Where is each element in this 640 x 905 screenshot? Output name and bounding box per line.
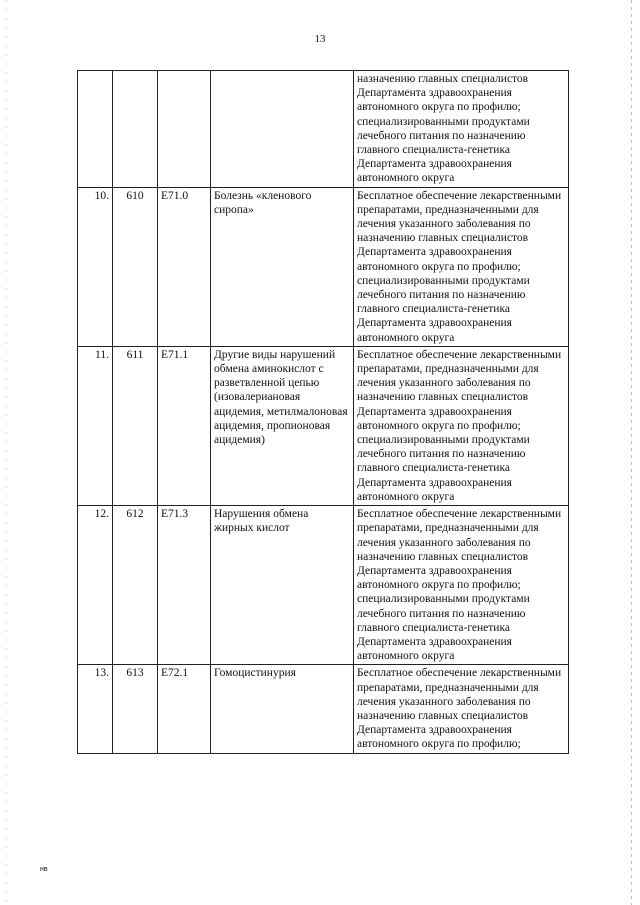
row-description: Бесплатное обеспечение лекарственными препаратами, предназначенными для лечения указанного заболевания по назначению главных специалистов Департамента здравоохранения автономного округа по профилю; [354,665,569,753]
document-table [77,70,569,754]
row-description: Бесплатное обеспечение лекарственными препаратами, предназначенными для лечения указанного заболевания по назначению главных специалистов Департамента здравоохранения автономного округа по профилю; специализированными продуктами лечебного питания по назначению главного специалиста-генетика Департамента здравоохранения автономного округа [354,187,569,346]
row-description: Бесплатное обеспечение лекарственными препаратами, предназначенными для лечения указанного заболевания по назначению главных специалистов Департамента здравоохранения автономного округа по профилю; специализированными продуктами лечебного питания по назначению главного специалиста-генетика Департамента здравоохранения автономного округа [354,346,569,505]
row-code: E71.1 [158,346,211,505]
row-number: 13. [78,665,113,753]
row-disease-name: Нарушения обмена жирных кислот [211,506,354,665]
row-number: 11. [78,346,113,505]
row-id: 613 [113,665,158,753]
row-disease-name [211,71,354,188]
table-row [78,71,569,188]
scan-edge-right [631,0,632,905]
scan-edge-left [6,0,7,905]
row-code: E71.3 [158,506,211,665]
row-number [78,71,113,188]
row-disease-name: Гомоцистинурия [211,665,354,753]
footer-mark: нв [40,866,48,873]
row-code: E72.1 [158,665,211,753]
row-disease-name: Другие виды нарушений обмена аминокислот с разветвленной цепью (изовалериановая ацидемия, метилмалоновая ацидемия, пропионовая ацидемия) [211,346,354,505]
row-id: 611 [113,346,158,505]
row-id: 612 [113,506,158,665]
table-row [78,506,569,665]
page-number: 13 [314,33,326,45]
row-id: 610 [113,187,158,346]
table-row [78,346,569,505]
row-id [113,71,158,188]
row-description: назначению главных специалистов Департамента здравоохранения автономного округа по профилю; специализированными продуктами лечебного питания по назначению главного специалиста-генетика Департамента здравоохранения автономного округа [354,71,569,188]
row-code [158,71,211,188]
table-row [78,665,569,753]
row-description: Бесплатное обеспечение лекарственными препаратами, предназначенными для лечения указанного заболевания по назначению главных специалистов Департамента здравоохранения автономного округа по профилю; специализированными продуктами лечебного питания по назначению главного специалиста-генетика Департамента здравоохранения автономного округа [354,506,569,665]
row-number: 10. [78,187,113,346]
row-number: 12. [78,506,113,665]
row-disease-name: Болезнь «кленового сиропа» [211,187,354,346]
table-row [78,187,569,346]
row-code: E71.0 [158,187,211,346]
